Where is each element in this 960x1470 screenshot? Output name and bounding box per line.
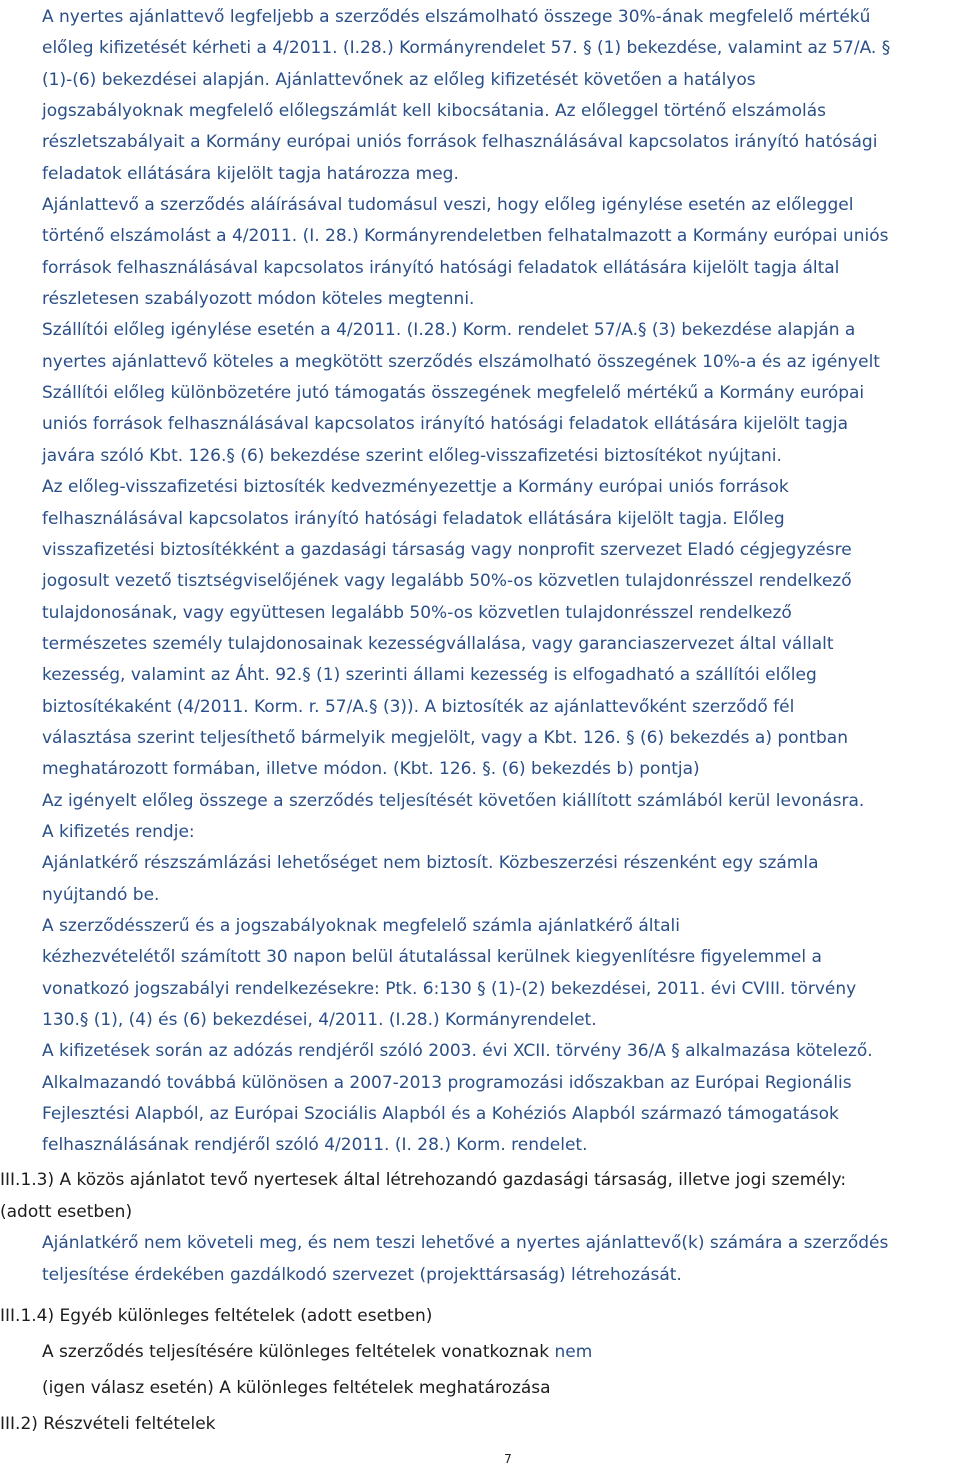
text-line: jogosult vezető tisztségviselőjének vagy legalább 50%-os közvetlen tulajdonrésszel rendelkező [42, 571, 852, 592]
text-line: javára szóló Kbt. 126.§ (6) bekezdése szerint előleg-visszafizetési biztosítékot nyújtani. [42, 445, 782, 466]
text-line: A nyertes ajánlattevő legfeljebb a szerződés elszámolható összege 30%-ának megfelelő mértékű [42, 7, 871, 27]
text-line: történő elszámolást a 4/2011. (I. 28.) Kormányrendeletben felhatalmazott a Kormány európai uniós [42, 226, 889, 247]
advance-payment-text [42, 2, 954, 1162]
text-line: részletesen szabályozott módon köteles megtenni. [42, 289, 475, 310]
text-line: Az előleg-visszafizetési biztosíték kedvezményezettje a Kormány európai uniós források [42, 477, 789, 498]
text-line: meghatározott formában, illetve módon. (Kbt. 126. §. (6) bekezdés b) pontja) [42, 759, 700, 780]
section-heading-3-1-3-continued: (adott esetben) [0, 1201, 133, 1222]
page-number: 7 [504, 1452, 512, 1466]
text-line: kézhezvételétől számított 30 napon belül átutalással kerülnek kiegyenlítésre figyelemmel a [42, 947, 822, 968]
section-heading-3-1-4: III.1.4) Egyéb különleges feltételek (adott esetben) [0, 1306, 433, 1326]
section-answer-line: Ajánlatkérő nem követeli meg, és nem teszi lehetővé a nyertes ajánlattevő(k) számára a szerződés [42, 1233, 889, 1253]
text-line: Fejlesztési Alapból, az Európai Szociális Alapból és a Kohéziós Alapból származó támogatások [42, 1104, 839, 1125]
text-line: uniós források felhasználásával kapcsolatos irányító hatósági feladatok ellátására kijelölt tagja [42, 414, 848, 435]
text-line: Alkalmazandó továbbá különösen a 2007-2013 programozási időszakban az Európai Regionális [42, 1072, 852, 1093]
text-line: Ajánlattevő a szerződés aláírásával tudomásul veszi, hogy előleg igénylése esetén az előleggel [42, 195, 854, 216]
text-line: felhasználásával kapcsolatos irányító hatósági feladatok ellátására kijelölt tagja. Előleg [42, 508, 785, 529]
text-line: források felhasználásával kapcsolatos irányító hatósági feladatok ellátására kijelölt tagja által [42, 257, 840, 278]
section-heading-3-1-3: III.1.3) A közös ajánlatot tevő nyertesek által létrehozandó gazdasági társaság, illetve jogi személy: [0, 1170, 847, 1190]
text-line: A kifizetések során az adózás rendjéről szóló 2003. évi XCII. törvény 36/A § alkalmazása kötelező. [42, 1041, 873, 1062]
text-line: vonatkozó jogszabályi rendelkezésekre: Ptk. 6:130 § (1)-(2) bekezdései, 2011. évi CVIII. törvény [42, 978, 857, 999]
text-line: 130.§ (1), (4) és (6) bekezdései, 4/2011. (I.28.) Kormányrendelet. [42, 1010, 597, 1030]
special-conditions-definition: (igen válasz esetén) A különleges feltételek meghatározása [42, 1378, 551, 1398]
text-line: Szállítói előleg igénylése esetén a 4/2011. (I.28.) Korm. rendelet 57/A.§ (3) bekezdése alapján a [42, 320, 856, 341]
text-line: jogszabályoknak megfelelő előlegszámlát kell kibocsátania. Az előleggel történő elszámolás [42, 101, 827, 122]
section-3-1-3 [0, 1165, 960, 1291]
text-line: feladatok ellátására kijelölt tagja határozza meg. [42, 163, 459, 184]
text-line: előleg kifizetését kérheti a 4/2011. (I.28.) Kormányrendelet 57. § (1) bekezdése, valamint az 57/A. § [42, 38, 891, 59]
section-answer-line: teljesítése érdekében gazdálkodó szervezet (projekttársaság) létrehozását. [42, 1264, 682, 1285]
special-conditions-answer: nem [554, 1342, 593, 1362]
text-line: (1)-(6) bekezdései alapján. Ajánlattevőnek az előleg kifizetését követően a hatályos [42, 69, 756, 90]
text-line: Az igényelt előleg összege a szerződés teljesítését követően kiállított számlából kerül levonásra. [42, 790, 865, 811]
text-line: nyújtandó be. [42, 884, 160, 905]
text-line: természetes személy tulajdonosainak kezességvállalása, vagy garanciaszervezet által vállalt [42, 633, 834, 654]
text-line: Szállítói előleg különbözetére jutó támogatás összegének megfelelő mértékű a Kormány európai [42, 383, 865, 404]
text-line: biztosítékaként (4/2011. Korm. r. 57/A.§ (3)). A biztosíték az ajánlattevőként szerződő fél [42, 696, 795, 717]
text-line: A szerződésszerű és a jogszabályoknak megfelelő számla ajánlatkérő általi [42, 915, 680, 936]
text-line: nyertes ajánlattevő köteles a megkötött szerződés elszámolható összegének 10%-a és az igényelt [42, 351, 880, 372]
text-line: kezesség, valamint az Áht. 92.§ (1) szerinti állami kezesség is elfogadható a szállítói előleg [42, 665, 817, 686]
special-conditions-question [0, 1334, 960, 1370]
section-3-1-4 [0, 1298, 960, 1442]
text-line: felhasználásának rendjéről szóló 4/2011. (I. 28.) Korm. rendelet. [42, 1135, 588, 1156]
text-line: Ajánlatkérő részszámlázási lehetőséget nem biztosít. Közbeszerzési részenként egy számla [42, 853, 819, 874]
text-line: visszafizetési biztosítékként a gazdasági társaság vagy nonprofit szervezet Eladó cégjegyzésre [42, 539, 852, 560]
section-heading-3-2: III.2) Részvételi feltételek [0, 1414, 216, 1434]
text-line: részletszabályait a Kormány európai uniós források felhasználásával kapcsolatos irányító hatósági [42, 132, 878, 153]
special-conditions-question-text: A szerződés teljesítésére különleges feltételek vonatkoznak [42, 1342, 550, 1362]
text-line: tulajdonosának, vagy együttesen legalább 50%-os közvetlen tulajdonrésszel rendelkező [42, 602, 792, 623]
text-line: választása szerint teljesíthető bármelyik megjelölt, vagy a Kbt. 126. § (6) bekezdés a) pontban [42, 727, 848, 748]
text-line: A kifizetés rendje: [42, 821, 195, 842]
